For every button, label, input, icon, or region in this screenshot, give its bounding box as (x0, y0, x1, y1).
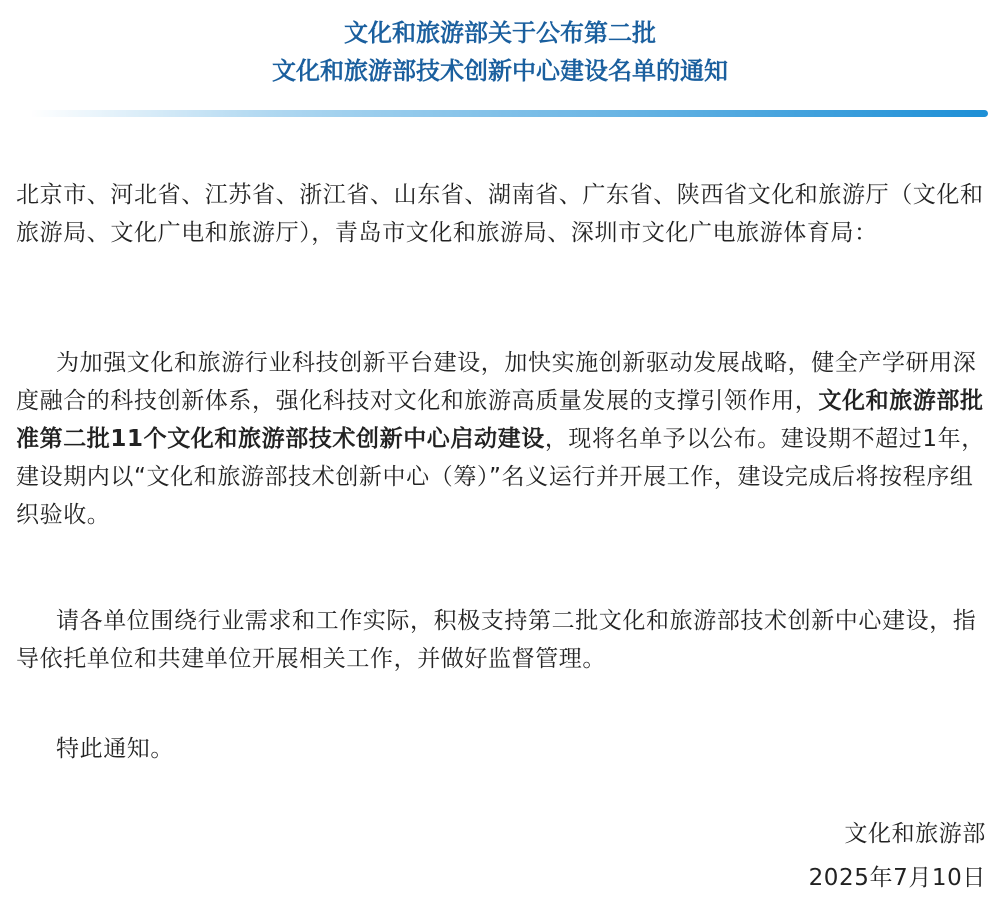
main-paragraph-start: 为加强文化和旅游行业科技创新平台建设，加快实施创新驱动发展战略，健全产学研用深度融合的科技创新体系，强化科技对文化和旅游高质量发展的支撑引领作用， (16, 350, 977, 414)
request-paragraph: 请各单位围绕行业需求和工作实际，积极支持第二批文化和旅游部技术创新中心建设，指导依托单位和共建单位开展相关工作，并做好监督管理。 (16, 608, 977, 672)
main-paragraph-end: ，现将名单予以公布。建设期不超过1年，建设期内以“文化和旅游部技术创新中心（筹）”名义运行并开展工作，建设完成后将按程序组织验收。 (16, 426, 985, 528)
notice-title (0, 14, 1000, 90)
closing-line: 特此通知。 (56, 736, 174, 762)
title-line-1: 文化和旅游部关于公布第二批 (344, 19, 656, 47)
main-paragraph-bold: 文化和旅游部批准第二批11个文化和旅游部技术创新中心启动建设 (16, 388, 984, 452)
title-line-2: 文化和旅游部技术创新中心建设名单的通知 (272, 57, 728, 85)
signature-organization: 文化和旅游部 (844, 821, 986, 847)
title-divider (30, 110, 988, 117)
addressee-paragraph: 北京市、河北省、江苏省、浙江省、山东省、湖南省、广东省、陕西省文化和旅游厅（文化和旅游局、文化广电和旅游厅），青岛市文化和旅游局、深圳市文化广电旅游体育局： (16, 182, 984, 246)
signature-date: 2025年7月10日 (808, 865, 986, 891)
main-paragraph (16, 344, 990, 534)
